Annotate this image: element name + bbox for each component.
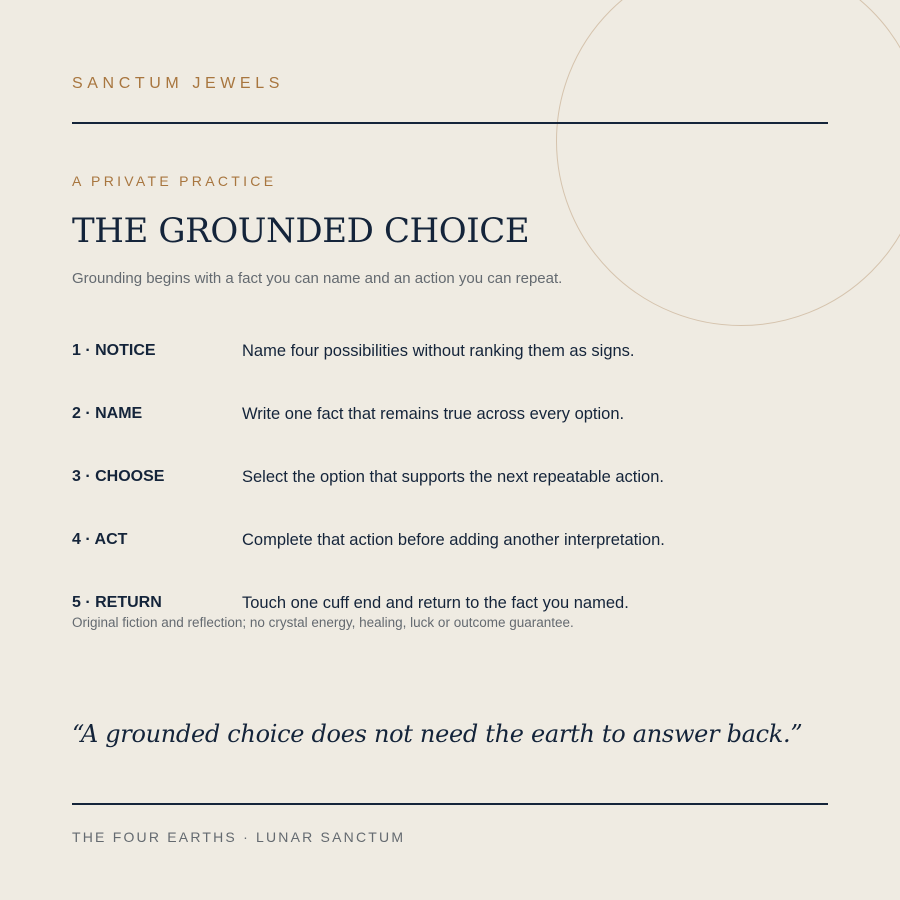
step-name (72, 405, 828, 468)
step-label: 3 · CHOOSE (72, 468, 165, 485)
step-act (72, 531, 828, 594)
step-text: Select the option that supports the next repeatable action. (242, 468, 664, 486)
decorative-circle (556, 0, 900, 326)
step-label: 1 · NOTICE (72, 342, 156, 359)
step-label: 2 · NAME (72, 405, 143, 422)
pull-quote: “A grounded choice does not need the earth to answer back.” (72, 720, 803, 748)
step-text: Write one fact that remains true across every option. (242, 405, 625, 423)
eyebrow-label: A PRIVATE PRACTICE (72, 173, 277, 189)
steps-list (72, 342, 828, 657)
step-text: Complete that action before adding another interpretation. (242, 531, 665, 549)
footer-text: THE FOUR EARTHS · LUNAR SANCTUM (72, 829, 406, 845)
step-text: Name four possibilities without ranking them as signs. (242, 342, 635, 360)
disclaimer-note: Original fiction and reflection; no crystal energy, healing, luck or outcome guarantee. (72, 615, 574, 630)
brand-name: SANCTUM JEWELS (72, 75, 284, 92)
step-label: 5 · RETURN (72, 594, 162, 611)
step-text: Touch one cuff end and return to the fact you named. (242, 594, 629, 612)
header-divider (72, 122, 828, 124)
step-label: 4 · ACT (72, 531, 128, 548)
step-choose (72, 468, 828, 531)
page-subtitle: Grounding begins with a fact you can name and an action you can repeat. (72, 270, 563, 287)
footer-divider (72, 803, 828, 805)
page-title: THE GROUNDED CHOICE (72, 211, 530, 251)
step-notice (72, 342, 828, 405)
